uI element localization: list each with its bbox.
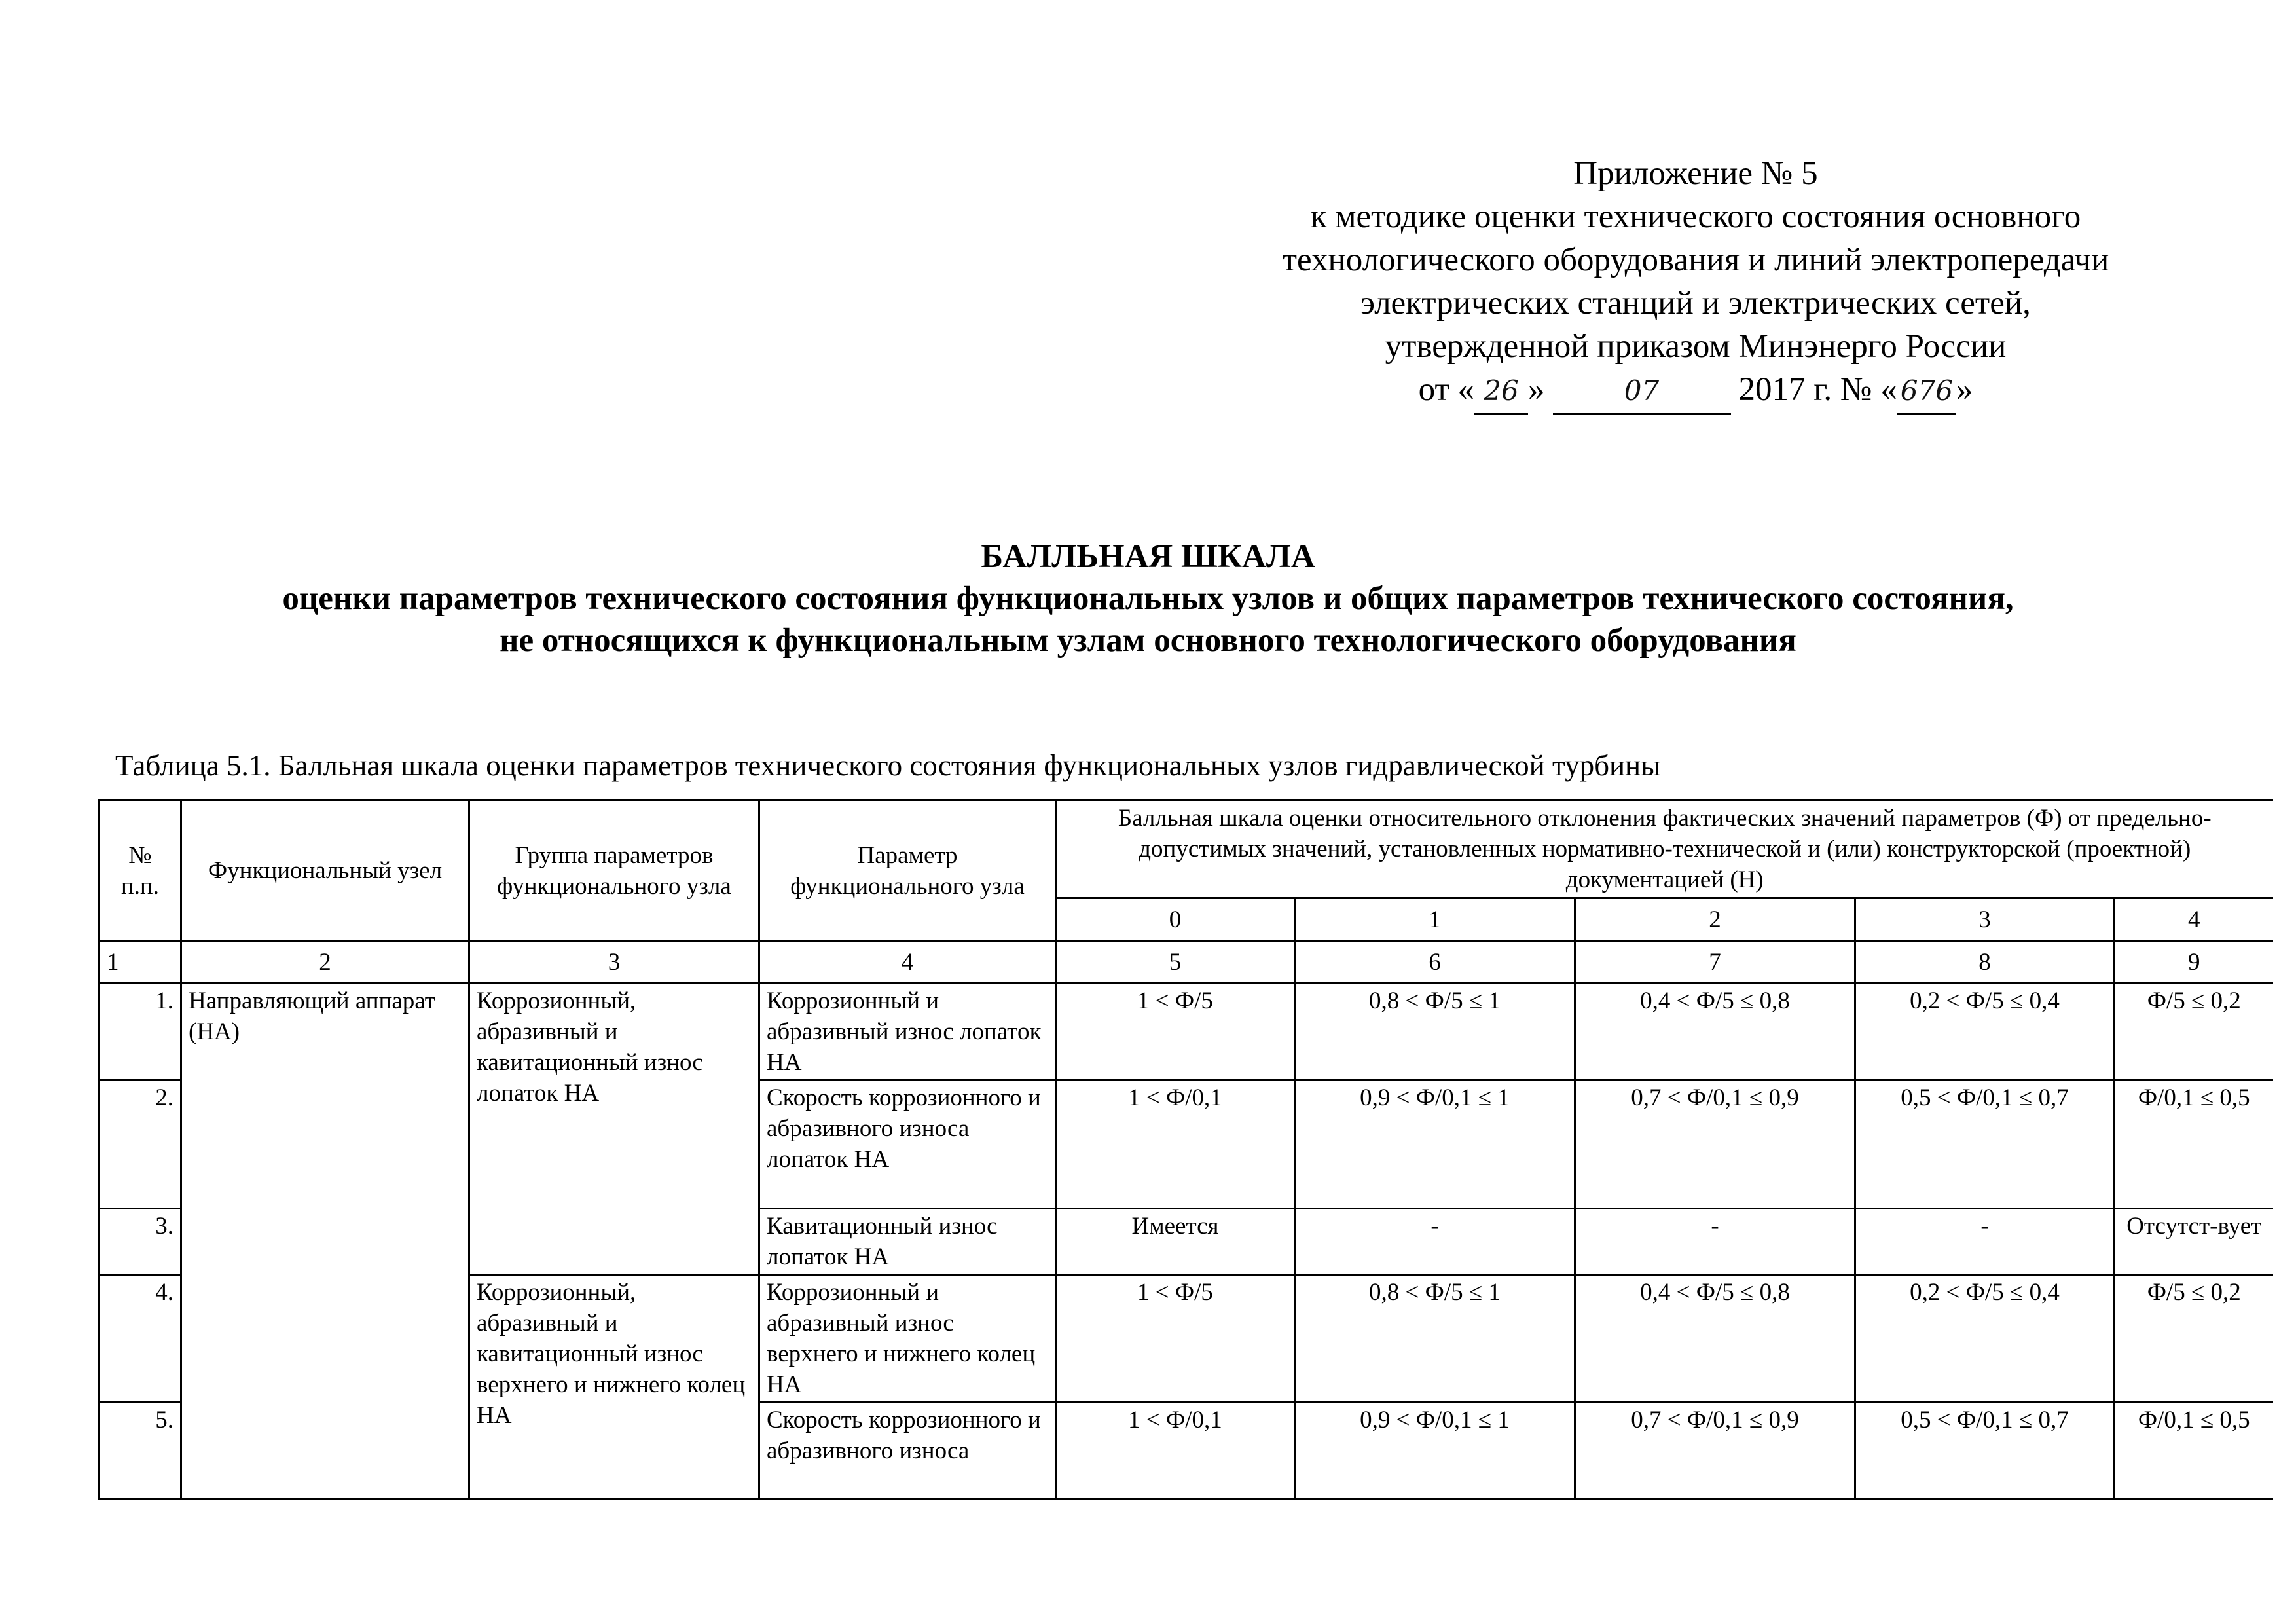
header-score-2: 2: [1575, 898, 1855, 942]
order-month-field: [1553, 368, 1731, 415]
score-2-cell: 0,7 < Ф/0,1 ≤ 0,9: [1575, 1080, 1855, 1209]
appendix-header: [1205, 152, 2187, 415]
header-score-3: 3: [1855, 898, 2115, 942]
parameter-cell: Скорость коррозионного и абразивного износа лопаток НА: [759, 1080, 1056, 1209]
score-2-cell: 0,7 < Ф/0,1 ≤ 0,9: [1575, 1403, 1855, 1500]
functional-node-cell: Направляющий аппарат (НА): [181, 984, 469, 1500]
title-main: БАЛЛЬНАЯ ШКАЛА: [981, 538, 1315, 575]
column-number: 7: [1575, 942, 1855, 984]
score-1-cell: -: [1295, 1209, 1575, 1275]
score-4-cell: Ф/0,1 ≤ 0,5: [2115, 1403, 2273, 1500]
score-4-cell: Ф/5 ≤ 0,2: [2115, 1275, 2273, 1403]
score-1-cell: 0,9 < Ф/0,1 ≤ 1: [1295, 1403, 1575, 1500]
score-1-cell: 0,8 < Ф/5 ≤ 1: [1295, 1275, 1575, 1403]
score-4-cell: Ф/5 ≤ 0,2: [2115, 984, 2273, 1080]
table-caption: Таблица 5.1. Балльная шкала оценки параметров технического состояния функциональных узлов гидравлической турбины: [115, 749, 1661, 782]
table-row: [100, 984, 2273, 1080]
order-day-field: [1474, 368, 1528, 415]
column-number: 1: [100, 942, 181, 984]
score-2-cell: -: [1575, 1209, 1855, 1275]
header-group: Группа параметров функционального узла: [469, 800, 759, 942]
title-subtitle-1: оценки параметров технического состояния функциональных узлов и общих параметров технического состояния,: [282, 580, 2014, 617]
column-number: 6: [1295, 942, 1575, 984]
parameter-cell: Коррозионный и абразивный износ верхнего и нижнего колец НА: [759, 1275, 1056, 1403]
column-number: 9: [2115, 942, 2273, 984]
header-num: № п.п.: [100, 800, 181, 942]
column-number-row: [100, 942, 2273, 984]
score-4-cell: Отсутст-вует: [2115, 1209, 2273, 1275]
row-number: 4.: [100, 1275, 181, 1403]
order-number-handwritten: 676: [1900, 375, 1953, 407]
column-number: 2: [181, 942, 469, 984]
row-number: 2.: [100, 1080, 181, 1209]
header-scale: Балльная шкала оценки относительного отклонения фактических значений параметров (Ф) от предельно-допустимых значений, установленных нормативно-технической и (или) конструкторской (проектной) документацией (Н): [1056, 800, 2273, 898]
score-2-cell: 0,4 < Ф/5 ≤ 0,8: [1575, 984, 1855, 1080]
appendix-line-method: к методике оценки технического состояния основного: [1310, 198, 2081, 235]
column-number: 5: [1056, 942, 1295, 984]
column-number: 3: [469, 942, 759, 984]
title-subtitle-2: не относящихся к функциональным узлам основного технологического оборудования: [500, 622, 1796, 659]
order-month-handwritten: 07: [1624, 375, 1660, 407]
score-3-cell: 0,5 < Ф/0,1 ≤ 0,7: [1855, 1080, 2115, 1209]
row-number: 5.: [100, 1403, 181, 1500]
score-3-cell: -: [1855, 1209, 2115, 1275]
row-number: 3.: [100, 1209, 181, 1275]
score-0-cell: 1 < Ф/0,1: [1056, 1403, 1295, 1500]
header-score-1: 1: [1295, 898, 1575, 942]
appendix-number: Приложение № 5: [1573, 155, 1818, 192]
appendix-line-equipment: технологического оборудования и линий электропередачи: [1282, 242, 2109, 278]
header-row: [100, 800, 2273, 898]
parameter-group-cell: Коррозионный, абразивный и кавитационный износ верхнего и нижнего колец НА: [469, 1275, 759, 1500]
score-0-cell: 1 < Ф/5: [1056, 984, 1295, 1080]
order-number-field: [1897, 368, 1956, 415]
score-3-cell: 0,5 < Ф/0,1 ≤ 0,7: [1855, 1403, 2115, 1500]
score-3-cell: 0,2 < Ф/5 ≤ 0,4: [1855, 1275, 2115, 1403]
appendix-line-stations: электрических станций и электрических сетей,: [1360, 285, 2031, 322]
header-score-0: 0: [1056, 898, 1295, 942]
document-title: [0, 536, 2296, 661]
score-0-cell: 1 < Ф/0,1: [1056, 1080, 1295, 1209]
header-node: Функциональный узел: [181, 800, 469, 942]
column-number: 4: [759, 942, 1056, 984]
header-score-4: 4: [2115, 898, 2273, 942]
column-number: 8: [1855, 942, 2115, 984]
parameter-group-cell: Коррозионный, абразивный и кавитационный износ лопаток НА: [469, 984, 759, 1275]
order-day-handwritten: 26: [1484, 375, 1519, 407]
score-4-cell: Ф/0,1 ≤ 0,5: [2115, 1080, 2273, 1209]
parameter-cell: Коррозионный и абразивный износ лопаток НА: [759, 984, 1056, 1080]
score-1-cell: 0,9 < Ф/0,1 ≤ 1: [1295, 1080, 1575, 1209]
parameter-cell: Скорость коррозионного и абразивного износа: [759, 1403, 1056, 1500]
score-2-cell: 0,4 < Ф/5 ≤ 0,8: [1575, 1275, 1855, 1403]
row-number: 1.: [100, 984, 181, 1080]
appendix-line-order: утвержденной приказом Минэнерго России: [1385, 328, 2007, 365]
scoring-table: [98, 799, 2273, 1500]
score-0-cell: Имеется: [1056, 1209, 1295, 1275]
header-param: Параметр функционального узла: [759, 800, 1056, 942]
score-0-cell: 1 < Ф/5: [1056, 1275, 1295, 1403]
score-3-cell: 0,2 < Ф/5 ≤ 0,4: [1855, 984, 2115, 1080]
order-date-line: от « 26 » 07 2017 г. № « 676»: [1205, 368, 2187, 415]
parameter-cell: Кавитационный износ лопаток НА: [759, 1209, 1056, 1275]
score-1-cell: 0,8 < Ф/5 ≤ 1: [1295, 984, 1575, 1080]
